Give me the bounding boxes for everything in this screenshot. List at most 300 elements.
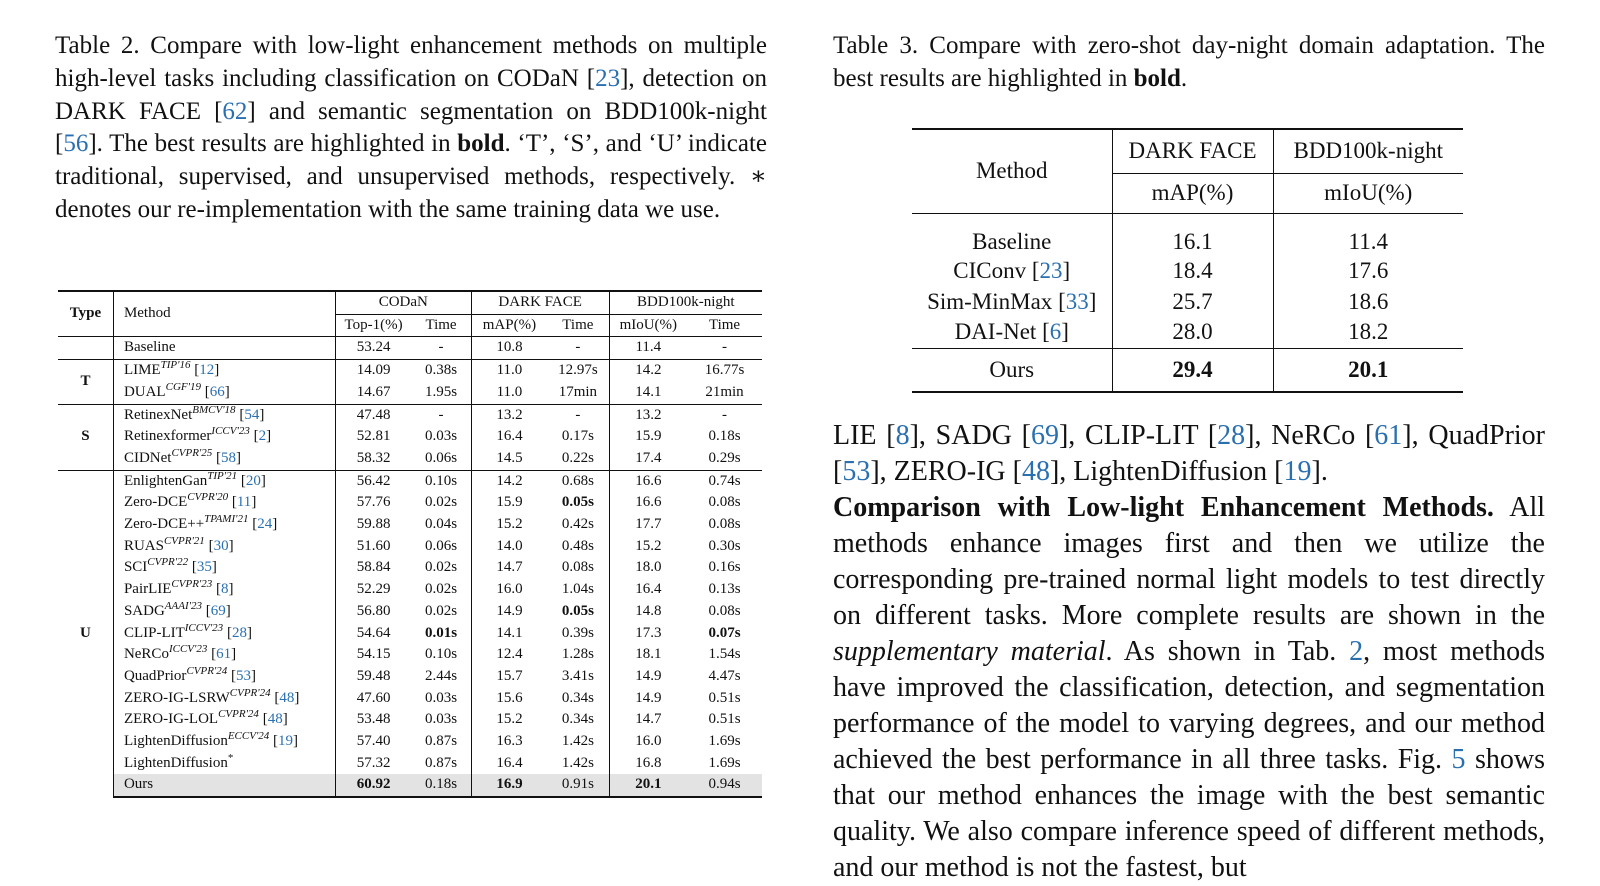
method-cell: Sim-MinMax [33] (927, 288, 1097, 314)
value-cell: 53.48 (335, 709, 411, 731)
value-cell: 29.4 (1112, 348, 1273, 392)
value-cell: 0.30s (708, 537, 741, 554)
value-cell: 14.9 (609, 688, 687, 710)
value-cell: 15.2 (471, 514, 547, 536)
value-cell: 0.17s (561, 428, 594, 445)
body-paragraph: Comparison with Low-light Enhancement Methods. All methods enhance images first and then we utilize the corresponding pre-trained normal light models to test directly on different tasks. More complete results are shown in the supplementary material. As shown in Tab. 2, most methods have improved the classification, detection, and segmentation performance of the model to varying degrees, and our method achieved the best performance in all three tasks. Fig. 5 shows that our method enhances the image with the best semantic quality. We also compare inference speed of different methods, and our method is not the fastest, but (833, 492, 1546, 883)
subcol-header: Time (687, 314, 762, 337)
method-cell: $DUAL^{CGF'19}$ [66] (113, 382, 335, 404)
method-name: RUAS (123, 537, 164, 554)
value-cell: 15.9 (471, 492, 547, 514)
table2-label: Table 2. (55, 32, 140, 59)
value-cell: 59.88 (335, 514, 411, 536)
method-name: SCI (123, 559, 148, 576)
text-fragment: ], CLIP-LIT [ (1058, 420, 1218, 451)
method-name: SADG (123, 602, 165, 619)
value-cell: 11.0 (471, 360, 547, 382)
value-cell: 13.2 (471, 404, 547, 426)
value-cell: - (411, 337, 471, 360)
value-cell: 0.03s (424, 428, 458, 445)
value-cell: 16.3 (471, 731, 547, 753)
method-name: Baseline (972, 229, 1052, 254)
method-cell: CIConv [23] (953, 257, 1071, 283)
value-cell: 28.0 (1112, 317, 1273, 348)
method-header: Method (113, 291, 335, 337)
value-cell: 12.97s (547, 360, 609, 382)
type-header: Type (58, 291, 113, 337)
text-fragment: ], QuadPrior [ (833, 420, 1545, 487)
citation-link[interactable]: 56 (63, 130, 89, 158)
subcol-header: mIoU(%) (609, 314, 687, 337)
value-cell: 14.7 (609, 709, 687, 731)
value-cell: 0.34s (561, 689, 594, 706)
method-cell: ZERO-$IG-LSRW^{CVPR'24}$ [48] (113, 688, 335, 710)
value-cell: 0.34s (561, 711, 594, 728)
value-cell: 17.4 (609, 448, 687, 470)
venue-superscript: CVPR'25 (171, 446, 213, 459)
value-cell: - (687, 337, 762, 360)
value-cell: 0.06s (424, 537, 458, 554)
value-cell: 60.92 (335, 774, 411, 797)
value-cell: 1.69s (708, 754, 741, 771)
figure-ref-link[interactable]: 5 (1451, 744, 1466, 775)
value-cell: 0.02s (424, 602, 458, 619)
value-cell: 16.6 (609, 492, 687, 514)
table2-comparison (58, 290, 762, 798)
value-cell: 18.4 (1112, 255, 1273, 286)
citation-link[interactable]: 23 (595, 64, 621, 92)
citation-link[interactable]: 8 (221, 581, 229, 598)
value-cell: 16.0 (471, 579, 547, 601)
venue-superscript: ICCV'23 (211, 425, 250, 438)
group-header: BDD100k-night (1273, 129, 1463, 173)
method-name: Zero-DCE (123, 494, 188, 511)
citation-link[interactable]: 8 (895, 420, 910, 451)
value-cell: 1.54s (708, 646, 741, 663)
value-cell: 58.32 (335, 448, 411, 470)
value-cell: 0.02s (424, 494, 458, 511)
value-cell: - (547, 404, 609, 426)
venue-superscript: TIP'16 (160, 359, 191, 372)
table2-caption: Table 2. Compare with low-light enhancement methods on multiple high-level tasks including classification on CODaN [23], detection on DARK FACE [62] and semantic segmentation on BDD100k-night [56]. The best results are highlighted in bold. ‘T’, ‘S’, and ‘U’ indicate traditional, supervised, and unsupervised methods, respectively. ∗ denotes our re-implementation with the same training data we use. (55, 32, 768, 223)
citation-link[interactable]: 19 (278, 733, 294, 750)
text-fragment: ], NeRCo [ (1245, 420, 1375, 451)
value-cell: 14.9 (609, 666, 687, 688)
value-cell: 0.02s (424, 581, 458, 598)
value-cell: 58.84 (335, 557, 411, 579)
value-cell: 14.67 (335, 382, 411, 404)
table-row (58, 644, 762, 666)
value-cell: 0.51s (708, 711, 741, 728)
method-cell (113, 753, 335, 775)
table-ref-link[interactable]: 2 (1349, 636, 1364, 667)
value-cell: 15.2 (609, 536, 687, 558)
venue-superscript: CVPR'24 (229, 686, 271, 699)
method-cell: Retinexformer$^{ICCV'23}$ [2] (113, 426, 335, 448)
value-cell: 16.4 (471, 426, 547, 448)
method-cell: Zero-DCE++$^{TPAMI'21}$ [24] (113, 514, 335, 536)
subcol-header: mAP(%) (471, 314, 547, 337)
value-cell: - (547, 337, 609, 360)
citation-link[interactable]: 48 (279, 689, 295, 706)
method-cell: QuadPrior$^{CVPR'24}$ [53] (113, 666, 335, 688)
value-cell: 52.29 (335, 579, 411, 601)
value-cell: 16.77s (687, 360, 762, 382)
value-cell: 59.48 (335, 666, 411, 688)
method-name: LIME (123, 362, 161, 379)
venue-superscript: TPAMI'21 (204, 513, 249, 526)
table-row (58, 337, 762, 360)
value-cell: 15.9 (609, 426, 687, 448)
table-row (58, 601, 762, 623)
value-cell: 2.44s (424, 667, 458, 684)
venue-superscript: CVPR'21 (163, 534, 205, 547)
metric-header: mAP(%) (1112, 173, 1273, 213)
value-cell: 0.05s (561, 494, 594, 511)
venue-superscript: BMCV'18 (192, 403, 236, 416)
method-cell: $LIME^{TIP'16}$ [12] (113, 360, 335, 382)
citation-link[interactable]: 20 (245, 472, 261, 489)
method-name: LightenDiffusion (123, 733, 228, 750)
value-cell: 18.2 (1273, 317, 1463, 348)
citation-link[interactable]: 28 (1217, 420, 1246, 451)
citation-link[interactable]: 30 (213, 537, 229, 554)
value-cell: 0.91s (547, 774, 609, 797)
body-text (833, 418, 1545, 886)
value-cell: 16.4 (471, 753, 547, 775)
table-row (58, 557, 762, 579)
value-cell: 47.48 (335, 404, 411, 426)
method-cell: EnlightenGan$^{TIP'21}$ [20] (113, 470, 335, 492)
method-name: CIConv (953, 257, 1027, 283)
value-cell: 18.1 (609, 644, 687, 666)
method-name: Ours (123, 776, 154, 793)
value-cell: 0.06s (424, 449, 458, 466)
citation-link[interactable]: 54 (244, 406, 260, 423)
value-cell: 10.8 (471, 337, 547, 360)
value-cell: 11.4 (609, 337, 687, 360)
value-cell: 17.6 (1273, 255, 1463, 286)
value-cell: - (411, 404, 471, 426)
table-row (58, 404, 762, 426)
venue-superscript: TIP'21 (207, 469, 238, 482)
citation-link[interactable]: 35 (196, 559, 212, 576)
method-name: QuadPrior (123, 667, 187, 684)
text-fragment: LIE [ (833, 420, 896, 451)
value-cell: 51.60 (335, 536, 411, 558)
value-cell: 57.40 (335, 731, 411, 753)
value-cell: - (687, 404, 762, 426)
value-cell: 14.2 (609, 360, 687, 382)
method-name: Baseline (123, 339, 176, 356)
venue-superscript: CGF'19 (165, 380, 201, 393)
value-cell: 0.03s (424, 711, 458, 728)
table-row (58, 514, 762, 536)
method-cell: Ours (912, 348, 1112, 392)
table-row (58, 492, 762, 514)
value-cell: 11.0 (471, 382, 547, 404)
method-name: EnlightenGan (123, 472, 208, 489)
table3-caption: Table 3. Compare with zero-shot day-night domain adaptation. The best results are highlighted in bold. (833, 32, 1545, 92)
value-cell: 0.38s (411, 360, 471, 382)
value-cell: 16.9 (471, 774, 547, 797)
venue-superscript: ECCV'24 (227, 730, 270, 743)
value-cell: 14.7 (471, 557, 547, 579)
body-line-related (833, 418, 1545, 490)
method-name: ZERO-IG-LSRW (123, 689, 230, 706)
value-cell: 14.09 (335, 360, 411, 382)
citation-link[interactable]: 33 (1065, 288, 1089, 314)
value-cell: 20.1 (609, 774, 687, 797)
method-name: LightenDiffusion (123, 754, 228, 771)
value-cell: 20.1 (1273, 348, 1463, 392)
value-cell: 0.94s (687, 774, 762, 797)
value-cell: 0.03s (424, 689, 458, 706)
citation-link[interactable]: 58 (221, 449, 237, 466)
method-cell: $SADG^{AAAI'23}$ [69] (113, 601, 335, 623)
method-cell: LightenDiffusion$^{ECCV'24}$ [19] (113, 731, 335, 753)
type-cell: S (58, 404, 113, 470)
text-fragment: ], ZERO-IG [ (870, 456, 1022, 487)
table-row (912, 255, 1463, 286)
table-row (58, 688, 762, 710)
value-cell: 1.42s (561, 733, 594, 750)
value-cell: 0.04s (424, 516, 458, 533)
method-cell: RetinexNet$^{BMCV'18}$ [54] (113, 404, 335, 426)
table-row (58, 623, 762, 645)
text-fragment: ], SADG [ (909, 420, 1031, 451)
method-name: Retinexformer (123, 428, 212, 445)
value-cell: 0.13s (708, 581, 741, 598)
venue-superscript: AAAI'23 (164, 599, 202, 612)
value-cell: 3.41s (561, 667, 594, 684)
method-name: RetinexNet (123, 406, 193, 423)
method-name: PairLIE (123, 581, 172, 598)
method-cell: Zero-$DCE^{CVPR'20}$ [11] (113, 492, 335, 514)
value-cell: 0.87s (424, 733, 458, 750)
value-cell: 0.01s (424, 624, 458, 641)
group-header: BDD100k-night (609, 291, 762, 314)
value-cell: 0.08s (708, 494, 741, 511)
method-cell (912, 213, 1112, 255)
value-cell: 56.80 (335, 601, 411, 623)
value-cell: 57.32 (335, 753, 411, 775)
value-cell: 56.42 (335, 470, 411, 492)
table-row (912, 286, 1463, 317)
value-cell: 25.7 (1112, 286, 1273, 317)
table-row (58, 731, 762, 753)
citation-link[interactable]: 23 (1039, 257, 1063, 283)
method-name: DAI-Net (954, 319, 1037, 345)
value-cell: 18.0 (609, 557, 687, 579)
citation-link[interactable]: 2 (258, 428, 267, 445)
value-cell: 0.08s (561, 559, 594, 576)
value-cell: 0.48s (561, 537, 594, 554)
value-cell: 0.87s (424, 754, 458, 771)
method-name: NeRCo (123, 646, 169, 663)
method-cell: CLIP-$LIT^{ICCV'23}$ [28] (113, 623, 335, 645)
value-cell: 1.69s (708, 733, 741, 750)
method-cell: $RUAS^{CVPR'21}$ [30] (113, 536, 335, 558)
citation-link[interactable]: 6 (1049, 319, 1062, 345)
venue-superscript: * (227, 751, 234, 764)
value-cell: 0.05s (561, 602, 594, 619)
method-cell: NeRCo$^{ICCV'23}$ [61] (113, 644, 335, 666)
table-row (58, 360, 762, 382)
venue-superscript: ICCV'23 (184, 621, 224, 634)
venue-superscript: CVPR'22 (147, 556, 189, 569)
value-cell: 0.39s (561, 624, 594, 641)
table-row (58, 709, 762, 731)
method-cell: CIDNet$^{CVPR'25}$ [58] (113, 448, 335, 470)
value-cell: 14.8 (609, 601, 687, 623)
method-cell: DAI-Net [6] (954, 319, 1069, 345)
citation-link[interactable]: 69 (1030, 420, 1059, 451)
ours-row (912, 348, 1463, 392)
citation-link[interactable]: 61 (1374, 420, 1403, 451)
value-cell: 0.07s (708, 624, 741, 641)
value-cell: 14.1 (471, 623, 547, 645)
value-cell: 12.4 (471, 644, 547, 666)
citation-link[interactable]: 48 (267, 711, 283, 728)
citation-link[interactable]: 53 (236, 667, 252, 684)
citation-link[interactable]: 28 (231, 624, 247, 641)
subcol-header: Time (411, 314, 471, 337)
value-cell: 0.02s (424, 559, 458, 576)
citation-link[interactable]: 69 (210, 602, 226, 619)
value-cell: 1.95s (424, 383, 458, 400)
venue-superscript: CVPR'23 (171, 578, 213, 591)
value-cell: 0.22s (561, 449, 594, 466)
citation-link[interactable]: 24 (257, 516, 273, 533)
value-cell: 11.4 (1273, 213, 1463, 255)
method-name: DUAL (123, 383, 166, 400)
table-row (912, 317, 1463, 348)
table3-domain-adaptation (912, 128, 1463, 393)
value-cell: 21min (705, 383, 744, 400)
value-cell: 52.81 (335, 426, 411, 448)
value-cell: 15.6 (471, 688, 547, 710)
value-cell: 13.2 (609, 404, 687, 426)
table-row (58, 382, 762, 404)
table-row (912, 213, 1463, 255)
subcol-header: Time (547, 314, 609, 337)
citation-link[interactable]: 19 (1283, 456, 1312, 487)
value-cell: 0.08s (708, 516, 741, 533)
table-row (58, 579, 762, 601)
value-cell: 14.0 (471, 536, 547, 558)
venue-superscript: CVPR'24 (218, 708, 259, 721)
citation-link[interactable]: 12 (199, 362, 215, 379)
value-cell: 1.28s (561, 646, 594, 663)
value-cell: 54.64 (335, 623, 411, 645)
value-cell: 0.18s (708, 428, 741, 445)
value-cell: 15.2 (471, 709, 547, 731)
value-cell: 18.6 (1273, 286, 1463, 317)
value-cell: 16.4 (609, 579, 687, 601)
type-cell: T (58, 360, 113, 404)
value-cell: 0.08s (708, 602, 741, 619)
value-cell: 17min (558, 383, 598, 400)
value-cell: 0.10s (411, 470, 471, 492)
method-name: CIDNet (123, 449, 172, 466)
value-cell: 14.2 (471, 470, 547, 492)
group-header: CODaN (335, 291, 471, 314)
method-name: CLIP-LIT (123, 624, 185, 641)
value-cell: 57.76 (335, 492, 411, 514)
citation-link[interactable]: 66 (209, 383, 225, 400)
method-header: Method (912, 129, 1112, 213)
value-cell: 16.0 (609, 731, 687, 753)
table-row (58, 470, 762, 492)
table-row (58, 448, 762, 470)
value-cell: 15.7 (471, 666, 547, 688)
method-cell: PairLIE$^{CVPR'23}$ [8] (113, 579, 335, 601)
metric-header: mIoU(%) (1273, 173, 1463, 213)
value-cell: 16.1 (1112, 213, 1273, 255)
value-cell: 0.74s (687, 470, 762, 492)
subcol-header: Top-1(%) (335, 314, 411, 337)
value-cell: 17.3 (609, 623, 687, 645)
value-cell: 1.04s (561, 581, 594, 598)
value-cell: 0.42s (561, 516, 594, 533)
method-cell (113, 337, 335, 360)
table-row (58, 426, 762, 448)
table3-label: Table 3. (833, 32, 919, 59)
value-cell: 0.16s (708, 559, 741, 576)
method-name: Zero-DCE++ (123, 516, 205, 533)
value-cell: 16.6 (609, 470, 687, 492)
citation-link[interactable]: 11 (236, 494, 252, 511)
value-cell: 0.18s (411, 774, 471, 797)
method-cell: $SCI^{CVPR'22}$ [35] (113, 557, 335, 579)
citation-link[interactable]: 48 (1021, 456, 1050, 487)
group-header: DARK FACE (1112, 129, 1273, 173)
value-cell: 17.7 (609, 514, 687, 536)
value-cell: 14.1 (609, 382, 687, 404)
method-name: Sim-MinMax (927, 288, 1053, 314)
text-fragment: ], LightenDiffusion [ (1049, 456, 1284, 487)
method-cell: ZERO-$IG-LOL^{CVPR'24}$ [48] (113, 709, 335, 731)
venue-superscript: CVPR'20 (187, 491, 229, 504)
citation-link[interactable]: 62 (222, 97, 248, 125)
venue-superscript: CVPR'24 (186, 664, 228, 677)
value-cell: 14.9 (471, 601, 547, 623)
value-cell: 0.29s (708, 449, 741, 466)
type-cell (58, 337, 113, 360)
type-cell: U (58, 470, 113, 797)
value-cell: 54.15 (335, 644, 411, 666)
value-cell: 0.51s (708, 689, 741, 706)
citation-link[interactable]: 53 (842, 456, 871, 487)
table-row (58, 536, 762, 558)
ours-row (58, 774, 762, 797)
text-fragment: ]. (1311, 456, 1328, 487)
section-heading: Comparison with Low-light Enhancement Methods. (833, 492, 1494, 523)
group-header: DARK FACE (471, 291, 609, 314)
citation-link[interactable]: 61 (216, 646, 232, 663)
table-row (58, 753, 762, 775)
venue-superscript: ICCV'23 (168, 643, 208, 656)
value-cell: 0.68s (547, 470, 609, 492)
method-cell (113, 774, 335, 797)
value-cell: 47.60 (335, 688, 411, 710)
table-row (58, 666, 762, 688)
value-cell: 1.42s (561, 754, 594, 771)
value-cell: 16.8 (609, 753, 687, 775)
method-name: ZERO-IG-LOL (123, 711, 219, 728)
value-cell: 4.47s (708, 667, 741, 684)
